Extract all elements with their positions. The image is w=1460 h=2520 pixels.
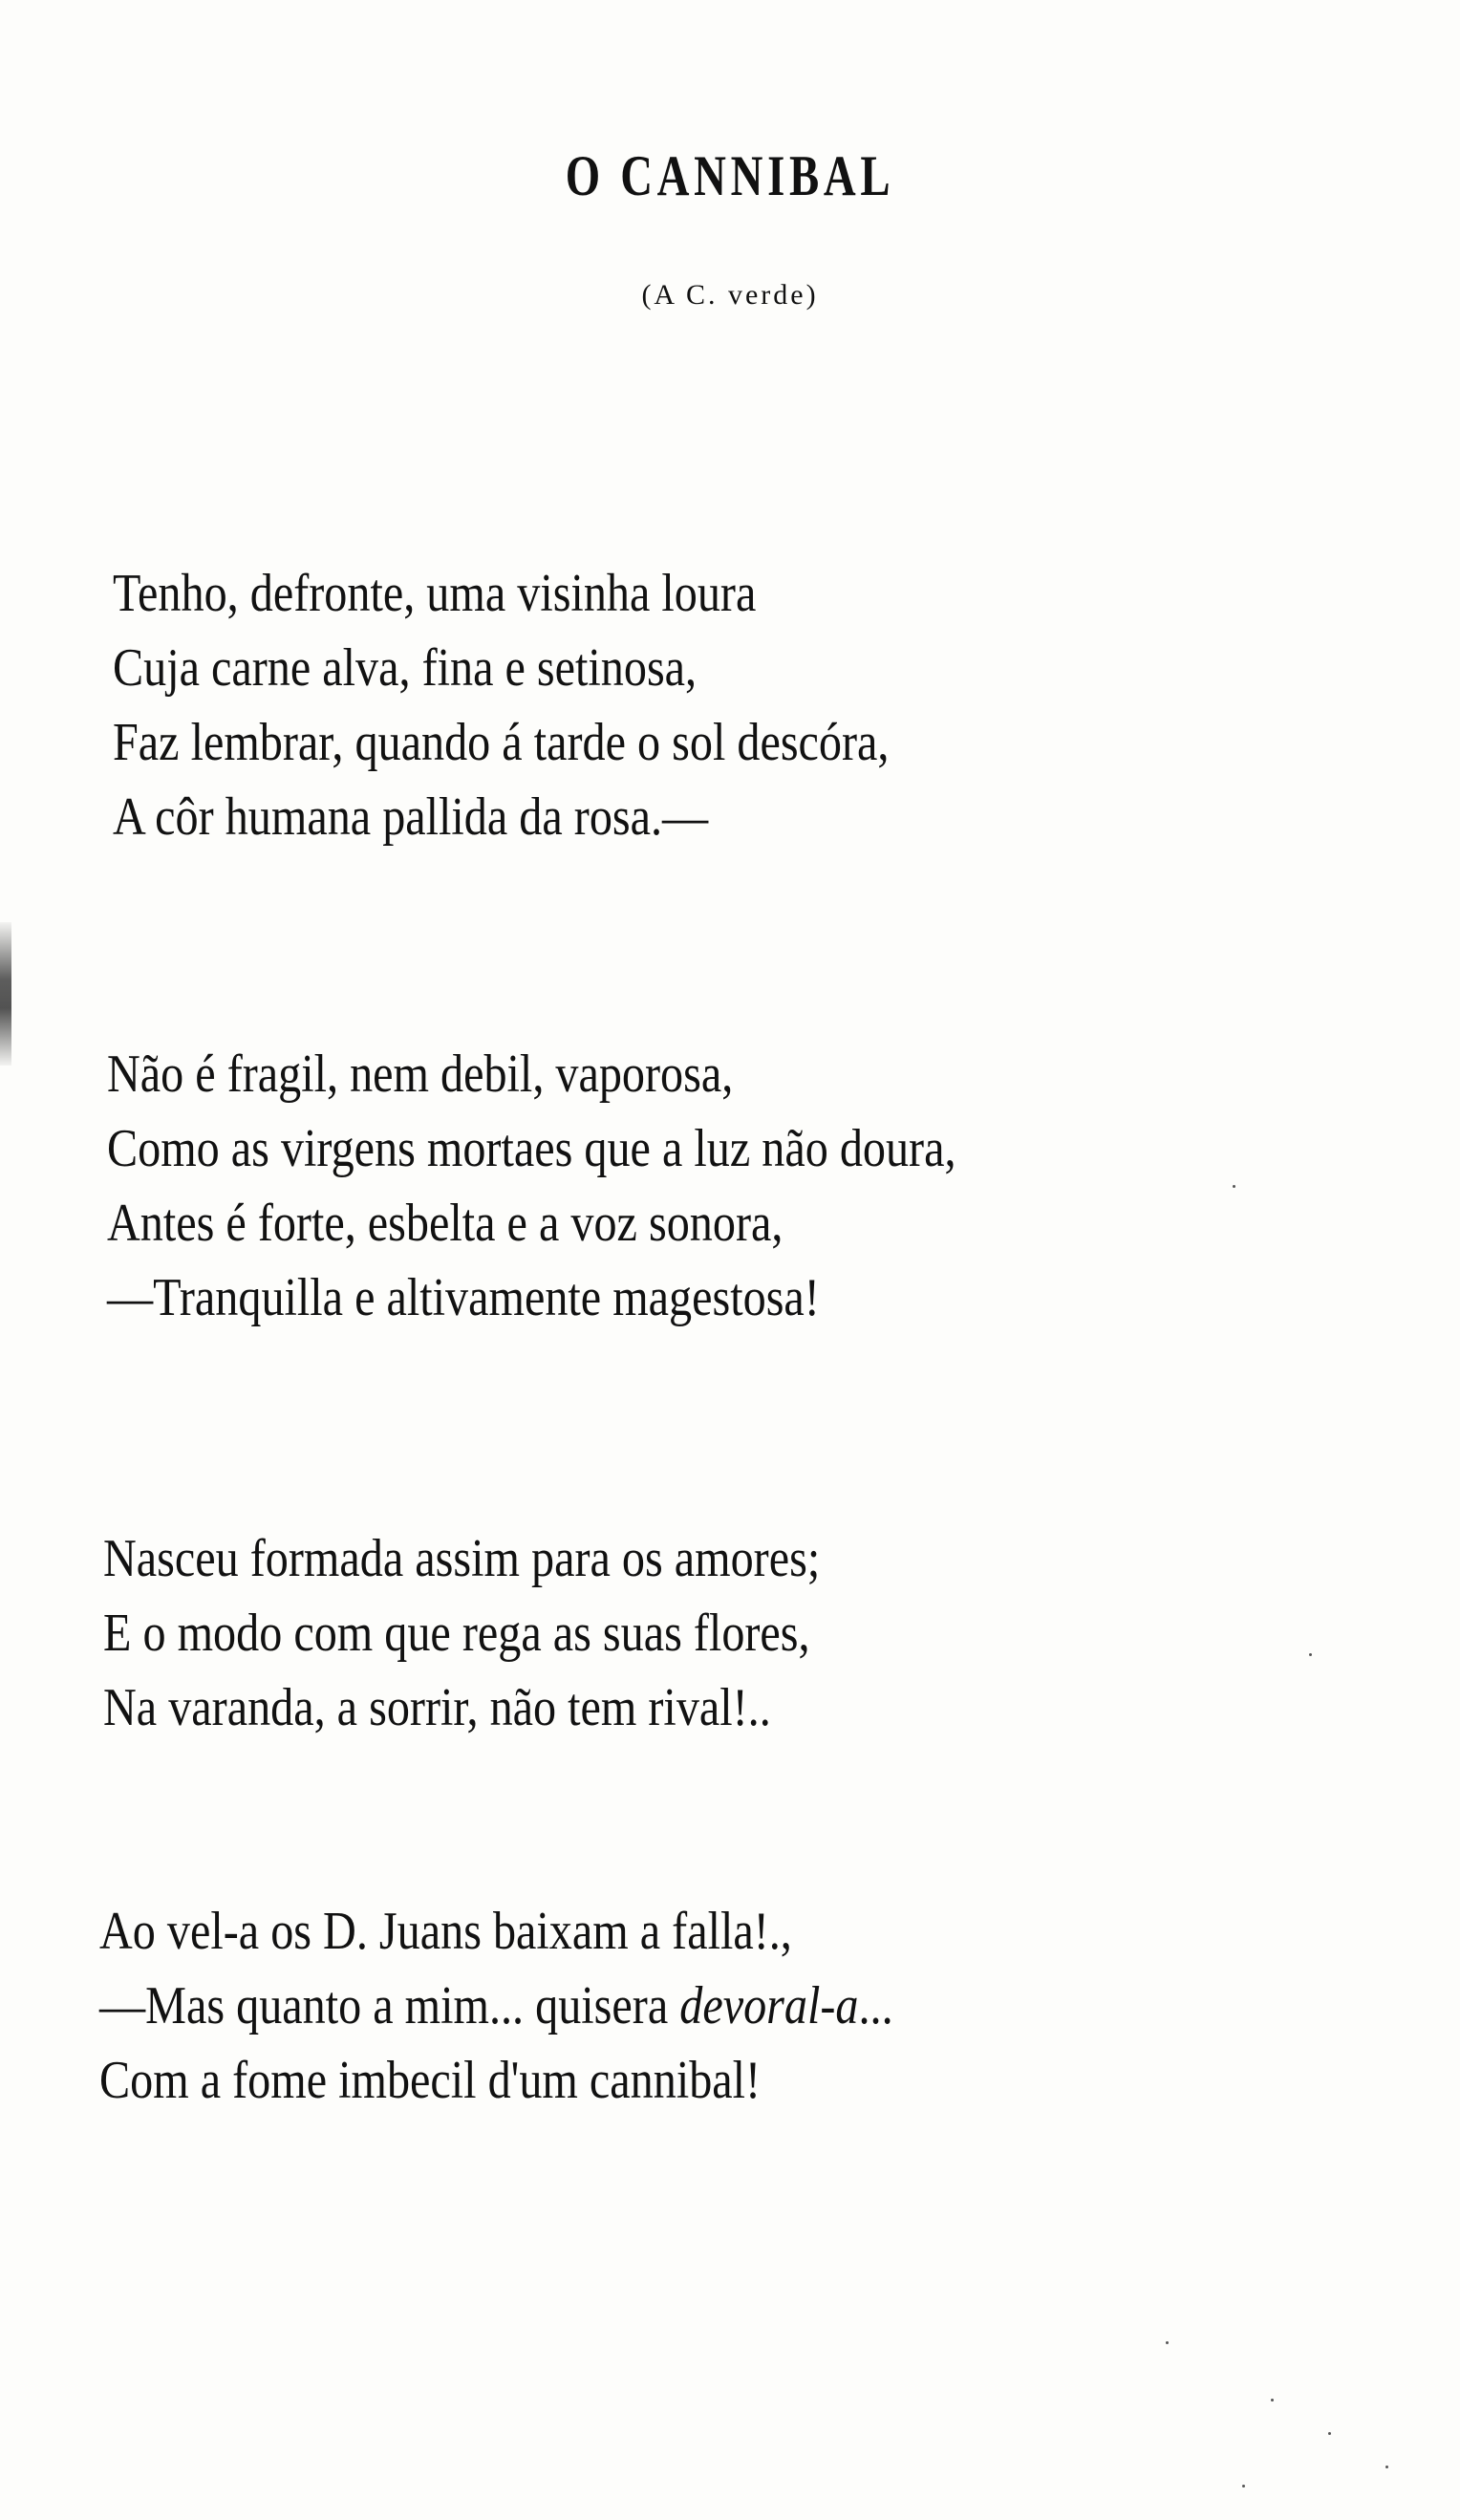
stanza-3 bbox=[103, 1521, 1250, 1745]
paper-speck bbox=[1271, 2399, 1274, 2402]
poem-line-start: —Mas quanto a mim... quisera bbox=[99, 1976, 680, 2035]
stanza-1 bbox=[113, 556, 1259, 854]
poem-line: Com a fome imbecil d'um cannibal! bbox=[99, 2051, 762, 2110]
poem-line bbox=[99, 1969, 1085, 2043]
poem-line: E o modo com que rega as suas flores, bbox=[103, 1604, 810, 1663]
poem-line: Na varanda, a sorrir, não tem rival!.. bbox=[103, 1678, 771, 1737]
poem-line: A côr humana pallida da rosa.— bbox=[113, 787, 709, 847]
stanza-4 bbox=[99, 1894, 1246, 2118]
poem-line: Ao vel-a os D. Juans baixam a falla!., bbox=[99, 1902, 792, 1961]
poem-line: Tenho, defronte, uma visinha loura bbox=[113, 564, 757, 623]
poem-title: O CANNIBAL bbox=[565, 144, 895, 207]
poem-italic-word: devoral-a bbox=[679, 1976, 859, 2035]
paper-speck bbox=[1242, 2485, 1245, 2488]
poem-line: Não é fragil, nem debil, vaporosa, bbox=[107, 1045, 734, 1104]
poem-line-end: ... bbox=[858, 1976, 893, 2035]
paper-speck bbox=[1309, 1653, 1312, 1656]
poem-line: Nasceu formada assim para os amores; bbox=[103, 1529, 821, 1588]
poem-line: Faz lembrar, quando á tarde o sol descóra, bbox=[113, 713, 890, 772]
poem-dedication: (A C. verde) bbox=[641, 279, 819, 311]
poem-line: —Tranquilla e altivamente magestosa! bbox=[107, 1268, 820, 1327]
poem-line: Antes é forte, esbelta e a voz sonora, bbox=[107, 1194, 784, 1253]
paper-speck bbox=[1385, 2466, 1388, 2468]
paper-speck bbox=[1328, 2432, 1331, 2435]
stanza-2 bbox=[107, 1037, 1254, 1335]
margin-ink-mark bbox=[0, 922, 11, 1066]
paper-speck bbox=[1233, 1185, 1235, 1188]
poem-line: Cuja carne alva, fina e setinosa, bbox=[113, 638, 698, 698]
poem-line: Como as virgens mortaes que a luz não doura, bbox=[107, 1119, 956, 1178]
paper-speck bbox=[1166, 2341, 1169, 2344]
